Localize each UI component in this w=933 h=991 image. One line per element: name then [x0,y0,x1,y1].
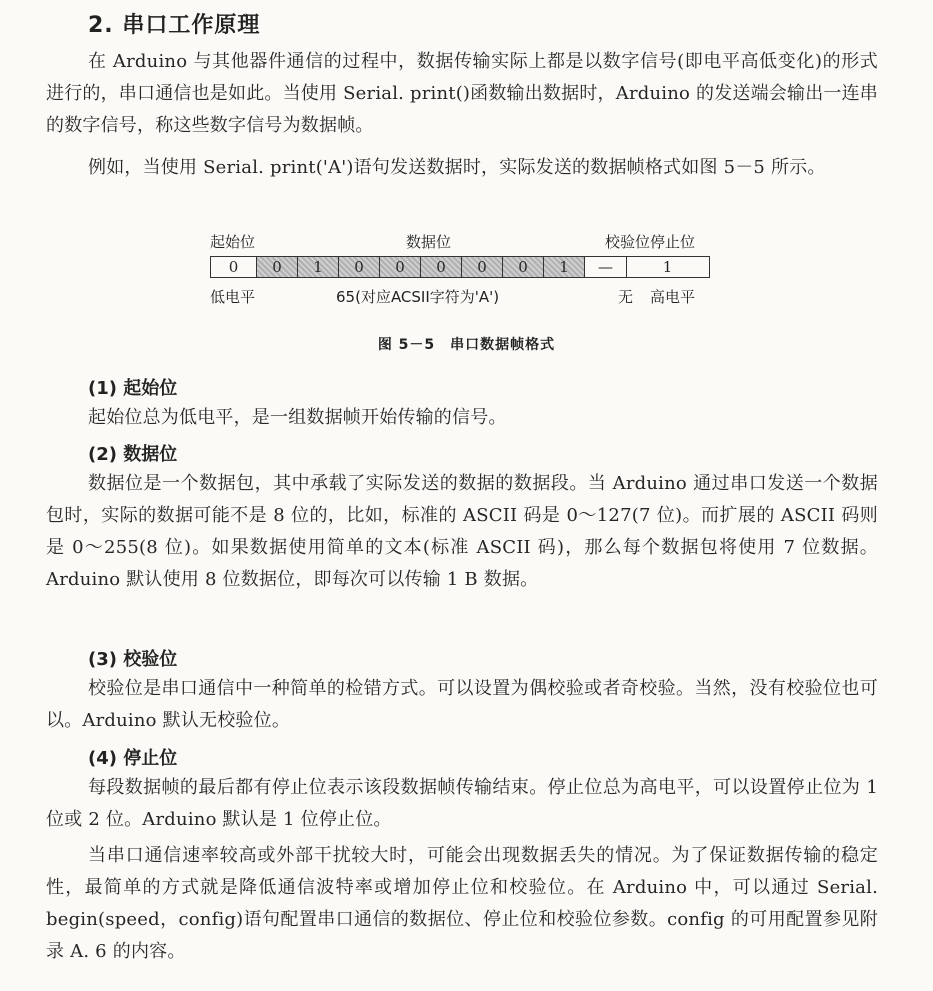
cell-data-bit-5: 0 [462,257,503,277]
closing-paragraph: 当串口通信速率较高或外部干扰较大时，可能会出现数据丢失的情况。为了保证数据传输的稳定性，最简单的方式就是降低通信波特率或增加停止位和校验位。在 Arduino 中，可以通过 Serial. begin(speed，config)语句配置串口通信的数据位、停止位和校验位参数。config 的可用配置参见附录 A. 6 的内容。 [46,845,878,962]
low-level-label: 低电平 [210,288,256,306]
cell-start-bit: 0 [211,257,257,277]
figure-caption: 图 5－5 串口数据帧格式 [377,337,556,353]
cell-data-bit-6: 0 [503,257,544,277]
high-level-label: 高电平 [650,288,696,306]
cell-data-bit-1: 1 [298,257,339,277]
cell-data-bit-0: 0 [257,257,298,277]
section-heading: 2. 串口工作原理 [88,13,261,38]
intro-paragraph-1: 在 Arduino 与其他器件通信的过程中，数据传输实际上都是以数字信号(即电平高低变化)的形式进行的，串口通信也是如此。当使用 Serial. print()函数输出数据时，Arduino 的发送端会输出一连串的数字信号，称这些数字信号为数据帧。 [46,51,878,136]
parity-stop-label: 校验位停止位 [605,233,696,251]
data-bits-label: 数据位 [406,233,452,251]
stop-bit-paragraph: 每段数据帧的最后都有停止位表示该段数据帧传输结束。停止位总为高电平，可以设置停止位为 1 位或 2 位。Arduino 默认是 1 位停止位。 [46,777,878,830]
start-bit-label: 起始位 [210,233,256,251]
no-parity-label: 无 [618,288,634,306]
data-frame-figure [210,228,710,308]
parity-bit-paragraph: 校验位是串口通信中一种简单的检错方式。可以设置为偶校验或者奇校验。当然，没有校验位也可以。Arduino 默认无校验位。 [46,678,878,731]
data-value-label: 65(对应ACSII字符为'A') [336,288,500,306]
cell-parity-bit: — [585,257,627,277]
stop-bit-heading: (4) 停止位 [88,748,178,769]
cell-stop-bit: 1 [662,258,673,276]
data-bits-paragraph: 数据位是一个数据包，其中承载了实际发送的数据的数据段。当 Arduino 通过串口发送一个数据包时，实际的数据可能不是 8 位的，比如，标准的 ASCII 码是 0～127(7 位)。而扩展的 ASCII 码则是 0～255(8 位)。如果数据使用简单的文本(标准 ASCII 码)，那么每个数据包将使用 7 位数据。Arduino 默认使用 8 位数据位，即每次可以传输 1 B 数据。 [46,473,878,590]
cell-data-bit-3: 0 [380,257,421,277]
cell-data-bit-7: 1 [544,257,585,277]
cell-data-bit-2: 0 [339,257,380,277]
start-bit-paragraph: 起始位总为低电平，是一组数据帧开始传输的信号。 [88,407,507,428]
intro-paragraph-2: 例如，当使用 Serial. print('A')语句发送数据时，实际发送的数据帧格式如图 5－5 所示。 [88,157,826,178]
start-bit-heading: (1) 起始位 [88,378,178,399]
data-bits-heading: (2) 数据位 [88,444,178,465]
data-frame-cells [210,256,710,278]
parity-bit-heading: (3) 校验位 [88,649,178,670]
cell-data-bit-4: 0 [421,257,462,277]
